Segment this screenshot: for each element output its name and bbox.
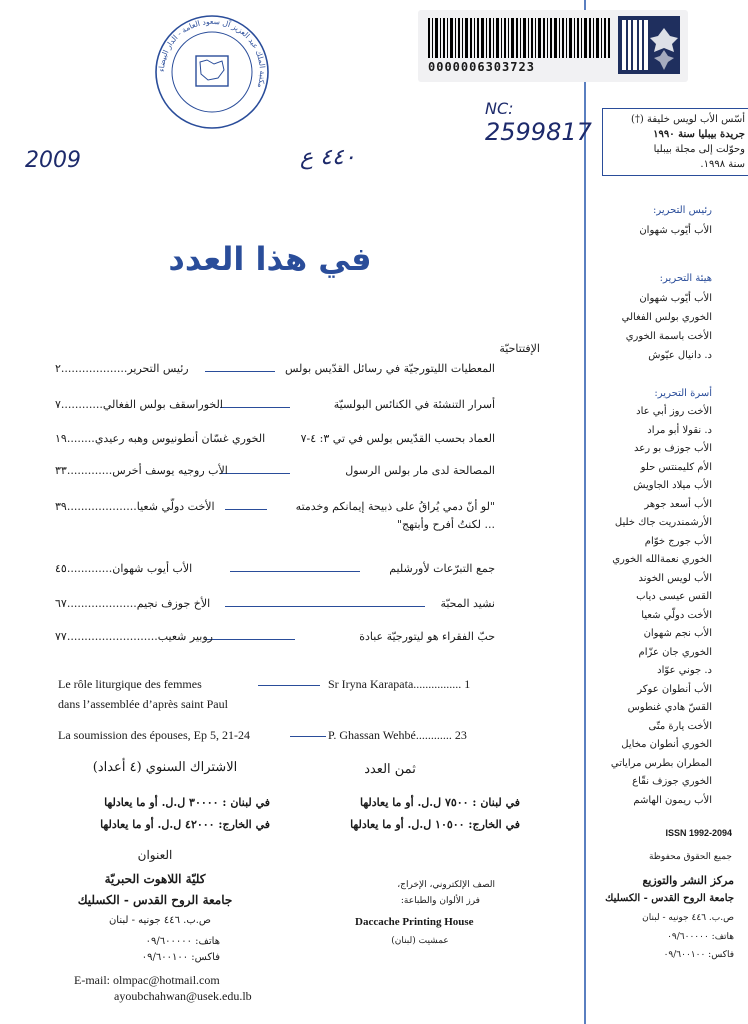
toc-author: الأب روجيه يوسف أخرس.............٣٣ (55, 464, 228, 477)
handwritten-year: 2009 (25, 148, 81, 173)
toc-title: المعطيات الليتورجيّة في رسائل القدّيس بولس (285, 362, 495, 375)
distribution-po-box: ص.ب. ٤٤٦ جونيه - لبنان (642, 913, 734, 923)
family-member: الأب جورج خوّام (644, 535, 712, 547)
toc-author: الخوراسقف بولس الفغالي............٧ (55, 398, 223, 411)
toc-row (55, 362, 495, 382)
board-member: الأخت باسمة الخوري (625, 331, 712, 342)
toc-subtitle: ... لكنتُ أفرح وأبتهج" (397, 518, 495, 531)
library-logo-icon (618, 16, 680, 74)
svg-text:مكتبة الملك عبد العزيز آل سعود (157, 17, 267, 89)
toc-title: "لو أنّ دمي يُراقُ على ذبيحة إيمانكم وخدمته (295, 500, 495, 513)
barcode-number: 0000006303723 (428, 60, 535, 74)
distribution-phone: هاتف: ٠٩/٦٠٠٠٠٠ (667, 932, 734, 942)
toc-title: حبّ الفقراء هو ليتورجيّة عبادة (359, 630, 495, 643)
family-member: الأرشمندريت جاك خليل (614, 517, 712, 528)
stamp-ring-text: مكتبة الملك عبد العزيز آل سعود العامة - الدار البيضاء (156, 16, 268, 90)
distribution-fax: فاكس: ٠٩/٦٠٠١٠٠ (663, 950, 734, 960)
printing-line1: الصف الإلكتروني، الإخراج، (397, 880, 495, 890)
toc-row (55, 562, 495, 582)
column-divider (584, 0, 586, 1024)
toc-divider (230, 571, 360, 572)
email-address[interactable]: olmpac@hotmail.com (113, 973, 220, 987)
distribution-university: جامعة الروح القدس - الكسليك (605, 893, 734, 904)
family-member: الأب ميلاد الجاويش (633, 480, 712, 491)
board-heading: هيئة التحرير: (659, 273, 712, 284)
family-member: الأب أسعد جوهر (644, 498, 712, 510)
toc-author: الأخ جوزف نجيم....................٦٧ (55, 597, 211, 610)
toc-row (55, 398, 495, 418)
toc-divider (225, 606, 425, 607)
toc-fr-page: 23 (454, 728, 467, 742)
toc-fr-title: La soumission des épouses, Ep 5, 21-24 (58, 728, 250, 742)
toc-author: الأب أيوب شهوان.............٤٥ (55, 562, 193, 575)
family-member: الخوري نعمةالله الخوري (612, 554, 712, 565)
family-member: الأخت يارة متّى (648, 720, 712, 732)
board-member: الأب أيّوب شهوان (639, 293, 712, 304)
family-member: الأب جوزف بو رعد (634, 443, 712, 454)
family-member: الأخت دولّي شعيا (641, 609, 712, 621)
address-university: جامعة الروح القدس - الكسليك (77, 893, 233, 907)
toc-page: ٦٧ (55, 597, 67, 610)
toc-divider (258, 685, 320, 686)
family-member: الأب لويس الخوند (638, 572, 712, 584)
founder-line: أسّس الأب لويس خليفة (†) (631, 114, 745, 125)
toc-author: الأخت دولّي شعيا....................٣٩ (55, 500, 215, 513)
toc-title: العماد بحسب القدّيس بولس في تي ٣: ٤-٧ (300, 432, 495, 445)
family-member: د. نقولا أبو مراد (647, 424, 712, 436)
founder-box (602, 108, 748, 176)
editor-heading: رئيس التحرير: (652, 205, 712, 216)
toc-divider (290, 736, 326, 737)
board-member: د. دانيال عيّوش (648, 350, 712, 361)
email-label: E-mail: (74, 973, 110, 987)
founder-line: سنة ١٩٩٨. (700, 159, 745, 170)
family-member: الأب نجم شهوان (643, 628, 712, 639)
toc-divider (205, 639, 295, 640)
printing-place: عمشيت (لبنان) (391, 936, 449, 946)
email-second[interactable]: ayoubchahwan@usek.edu.lb (114, 989, 252, 1003)
family-member: الأب ريمون الهاشم (633, 794, 712, 806)
toc-row (55, 630, 495, 650)
library-stamp (152, 12, 272, 132)
handwritten-nc: NC: (485, 99, 514, 118)
toc-fr-author: P. Ghassan Wehbé............ 23 (328, 728, 467, 742)
family-member: د. جوني عوّاد (657, 665, 712, 676)
barcode-icon (428, 18, 610, 58)
toc-page: ٧ (55, 398, 61, 411)
toc-title: نشيد المحبّة (440, 597, 495, 610)
family-member: القس عيسى دياب (636, 591, 712, 602)
address-fax: فاكس: ٠٩/٦٠٠١٠٠ (141, 952, 220, 963)
printing-house: Daccache Printing House (355, 916, 474, 928)
subscription-lebanon: في لبنان : ٣٠٠٠٠ ل.ل. أو ما يعادلها (104, 796, 270, 809)
intro-heading: الإفتتاحيّة (499, 342, 540, 355)
printing-line2: فرز الألوان والطباعة: (400, 896, 480, 906)
issue-price-heading: ثمن العدد (364, 762, 416, 777)
toc-fr-subtitle: dans l’assemblée d’après saint Paul (58, 697, 228, 711)
family-member: الأم كليمنتس حلو (640, 461, 712, 473)
toc-fr-page: 1 (464, 677, 471, 691)
rights-reserved: جميع الحقوق محفوظة (648, 852, 732, 862)
toc-row (55, 464, 495, 484)
toc-fr-author: Sr Iryna Karapata................ 1 (328, 677, 471, 691)
family-member: الأخت روز أبي عاد (636, 406, 712, 417)
toc-page: ١٩ (55, 432, 67, 445)
address-po-box: ص.ب. ٤٤٦ جونيه - لبنان (108, 915, 212, 926)
family-member: الأب أنطوان عوكر (637, 683, 712, 695)
subscription-heading: الاشتراك السنوي (٤ أعداد) (92, 760, 238, 775)
family-member: المطران بطرس مراياتي (610, 757, 712, 769)
toc-fr-title: Le rôle liturgique des femmes (58, 677, 202, 691)
toc-row (55, 432, 495, 452)
toc-divider (220, 407, 290, 408)
founder-line: جريدة بيبليا سنة ١٩٩٠ (653, 129, 745, 140)
issue-price-abroad: في الخارج: ١٠٥٠٠ ل.ل. أو ما يعادلها (350, 818, 520, 831)
toc-author: رئيس التحرير...................٢ (55, 362, 189, 375)
editor-name: الأب أيّوب شهوان (639, 225, 712, 236)
toc-author: الخوري غسّان أنطونيوس وهبه رعيدي........١٩ (55, 432, 266, 445)
toc-page: ٧٧ (55, 630, 67, 643)
issue-price-lebanon: في لبنان : ٧٥٠٠ ل.ل. أو ما يعادلها (359, 796, 520, 809)
toc-row (55, 500, 495, 531)
address-phone: هاتف: ٠٩/٦٠٠٠٠٠ (145, 936, 220, 947)
address-heading: العنوان (137, 848, 173, 862)
family-member: الخوري جوزف نقّاع (632, 776, 712, 787)
toc-page: ٤٥ (55, 562, 67, 575)
issn: ISSN 1992-2094 (665, 828, 732, 838)
subscription-abroad: في الخارج: ٤٢٠٠٠ ل.ل. أو ما يعادلها (100, 818, 270, 831)
family-member: الخوري جان عزّام (638, 646, 712, 658)
toc-title: المصالحة لدى مار بولس الرسول (345, 464, 495, 477)
handwritten-call-number: 2599817 (485, 118, 592, 146)
founder-line: وحوّلت إلى مجلة بيبليا (653, 144, 745, 155)
toc-divider (220, 473, 290, 474)
toc-divider (225, 509, 267, 510)
toc-divider (205, 371, 275, 372)
address-faculty: كليّة اللاهوت الحبريّة (104, 872, 206, 886)
board-member: الخوري بولس الفغالي (621, 312, 712, 323)
toc-page: ٣٩ (55, 500, 67, 513)
toc-page: ٣٣ (55, 464, 67, 477)
toc-author: روبير شعيب..........................٧٧ (55, 630, 213, 643)
toc-page: ٢ (55, 362, 61, 375)
email-first (74, 973, 220, 988)
distribution-heading: مركز النشر والتوزيع (642, 874, 734, 887)
handwritten-code: ٤٤٠ ع (300, 145, 356, 170)
toc-row (55, 597, 495, 617)
family-member: القسّ هادي غنطوس (627, 702, 712, 713)
family-heading: أسرة التحرير: (654, 388, 712, 399)
issue-title: في هذا العدد (168, 240, 372, 278)
toc-title: أسرار التنشئة في الكنائس البولسيّة (333, 398, 495, 411)
family-member: الخوري أنطوان مخايل (621, 739, 712, 750)
toc-title: جمع التبرّعات لأورشليم (389, 562, 495, 575)
